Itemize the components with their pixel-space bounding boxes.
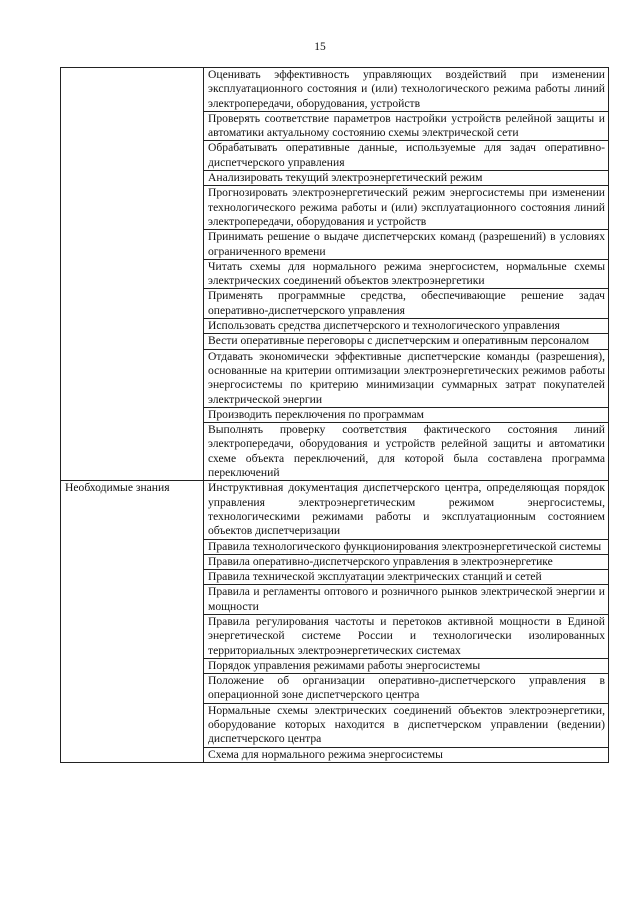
skill-item: Вести оперативные переговоры с диспетчерским и оперативным персоналом xyxy=(204,334,609,349)
skill-item: Прогнозировать электроэнергетический режим энергосистемы при изменении технологического режима работы и (или) эксплуатационного состояния линий электропередачи, оборудования и устройств xyxy=(204,186,609,230)
skill-item: Применять программные средства, обеспечивающие решение задач оперативно-диспетчерского управления xyxy=(204,289,609,319)
knowledge-item: Инструктивная документация диспетчерского центра, определяющая порядок управления электроэнергетическим режимом энергосистемы, технологическими режимами работы и эксплуатационным состоянием объектов диспетчеризации xyxy=(204,481,609,539)
skill-item: Производить переключения по программам xyxy=(204,407,609,422)
requirements-table xyxy=(60,67,609,763)
knowledge-item: Правила технической эксплуатации электрических станций и сетей xyxy=(204,570,609,585)
knowledge-item: Правила регулирования частоты и перетоков активной мощности в Единой энергетической системе России и технологически изолированных территориальных электроэнергетических системах xyxy=(204,614,609,658)
knowledge-item: Схема для нормального режима энергосистемы xyxy=(204,747,609,762)
knowledge-item: Нормальные схемы электрических соединений объектов электроэнергетики, оборудование которых находится в диспетчерском управлении (ведении) диспетчерского центра xyxy=(204,703,609,747)
table-row xyxy=(61,481,609,539)
skill-item: Читать схемы для нормального режима энергосистем, нормальные схемы электрических соединений объектов электроэнергетики xyxy=(204,259,609,289)
skill-item: Использовать средства диспетчерского и технологического управления xyxy=(204,319,609,334)
skills-label-cell xyxy=(61,68,204,481)
skill-item: Оценивать эффективность управляющих воздействий при изменении эксплуатационного состояния и (или) технологического режима работы линий электропередачи, оборудования, устройств xyxy=(204,68,609,112)
knowledge-item: Правила технологического функционирования электроэнергетической системы xyxy=(204,539,609,554)
skill-item: Отдавать экономически эффективные диспетчерские команды (разрешения), основанные на критерии оптимизации электроэнергетических режимов работы энергосистемы по критерию минимизации суммарных затрат покупателей электрической энергии xyxy=(204,349,609,407)
knowledge-item: Порядок управления режимами работы энергосистемы xyxy=(204,658,609,673)
knowledge-label: Необходимые знания xyxy=(61,481,204,763)
knowledge-item: Правила и регламенты оптового и розничного рынков электрической энергии и мощности xyxy=(204,585,609,615)
knowledge-item: Правила оперативно-диспетчерского управления в электроэнергетике xyxy=(204,554,609,569)
skill-item: Проверять соответствие параметров настройки устройств релейной защиты и автоматики актуальному состоянию схемы электрической сети xyxy=(204,111,609,141)
page-number: 15 xyxy=(314,41,326,53)
skill-item: Принимать решение о выдаче диспетчерских команд (разрешений) в условиях ограниченного времени xyxy=(204,230,609,260)
skill-item: Выполнять проверку соответствия фактического состояния линий электропередачи, оборудования и устройств релейной защиты и автоматики схеме объекта переключений, для которой была составлена программа переключений xyxy=(204,423,609,481)
table-row xyxy=(61,68,609,112)
skill-item: Анализировать текущий электроэнергетический режим xyxy=(204,171,609,186)
skill-item: Обрабатывать оперативные данные, используемые для задач оперативно-диспетчерского управления xyxy=(204,141,609,171)
knowledge-item: Положение об организации оперативно-диспетчерского управления в операционной зоне диспетчерского центра xyxy=(204,674,609,704)
